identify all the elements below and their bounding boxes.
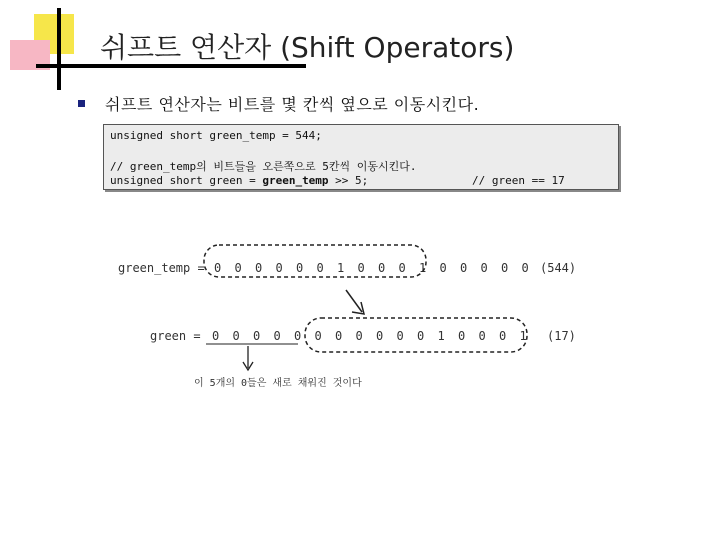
row1-bit-15: 0 [521,261,529,275]
code-line-3-suffix: >> 5; [328,174,369,187]
row2-bit-10: 0 [417,329,425,343]
row1-bit-4: 0 [296,261,304,275]
code-line-2: // green_temp의 비트들을 오른쪽으로 5칸씩 이동시킨다. [110,160,417,173]
row2-bit-1: 0 [232,329,240,343]
row1-value: (544) [540,261,577,275]
row2-bit-7: 0 [355,329,363,343]
row1-bit-7: 0 [357,261,365,275]
row1-bit-1: 0 [234,261,242,275]
row2-bit-0: 0 [212,329,220,343]
row2-bit-13: 0 [478,329,486,343]
row1-bit-8: 0 [378,261,386,275]
row1-bit-10: 1 [419,261,427,275]
row2-label: green = [150,329,201,343]
code-line-3-prefix: unsigned short green = [110,174,263,187]
row1-bit-11: 0 [439,261,447,275]
row2-value: (17) [547,329,576,343]
code-line-3-comment: // green == 17 [472,174,565,187]
note-text: 이 5개의 0들은 새로 채워진 것이다 [194,378,362,389]
bullet-text: 쉬프트 연산자는 비트를 몇 칸씩 옆으로 이동시킨다. [105,95,480,114]
code-line-3-operand: green_temp [262,174,329,187]
row2-bit-2: 0 [253,329,261,343]
slide-title: 쉬프트 연산자 (Shift Operators) [100,31,515,64]
row2-bit-15: 1 [519,329,527,343]
row2-bit-12: 0 [458,329,466,343]
row1-bit-13: 0 [480,261,488,275]
row2-bit-9: 0 [396,329,404,343]
row1-bit-14: 0 [501,261,509,275]
row2-bit-5: 0 [314,329,322,343]
row2-bit-11: 1 [437,329,445,343]
code-line-1: unsigned short green_temp = 544; [110,129,322,142]
row2-bit-3: 0 [273,329,281,343]
row2-bits [212,329,527,343]
row1-bit-9: 0 [398,261,406,275]
row2-bit-14: 0 [499,329,507,343]
row1-bit-3: 0 [275,261,283,275]
row1-bit-12: 0 [460,261,468,275]
shift-arrow-icon [346,290,362,312]
row2-bit-4: 0 [294,329,302,343]
row1-bit-2: 0 [255,261,263,275]
shift-arrow-head-icon [352,302,364,314]
row2-bit-8: 0 [376,329,384,343]
row1-bit-6: 1 [337,261,345,275]
row1-bits [214,261,529,275]
row1-bit-5: 0 [316,261,324,275]
row2-bit-6: 0 [335,329,343,343]
row1-label: green_temp = [118,261,205,275]
row1-bit-0: 0 [214,261,222,275]
